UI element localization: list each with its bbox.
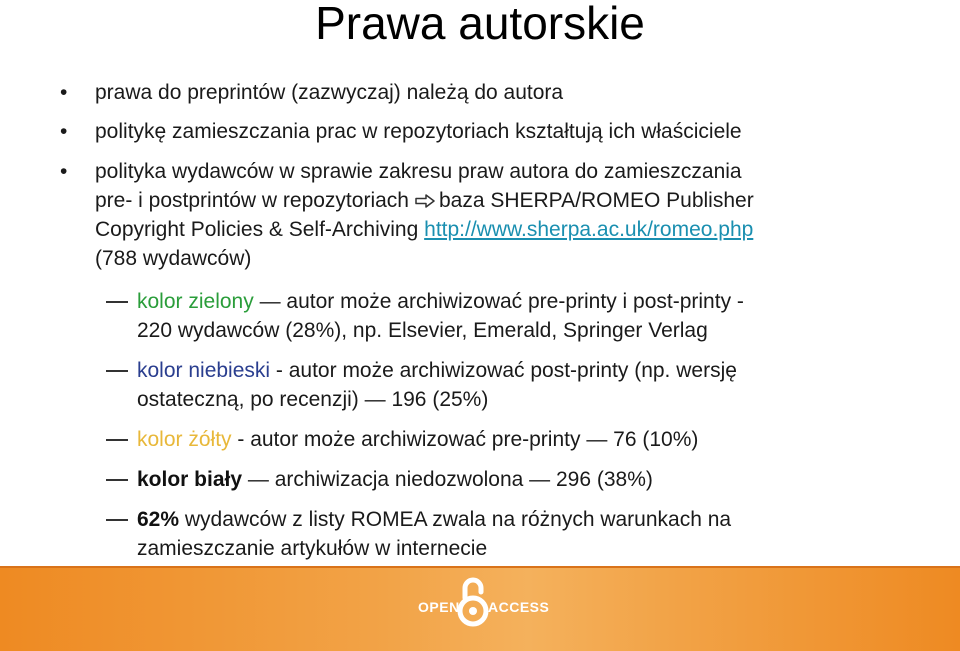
sub-text: 220 wydawców (28%), np. Elsevier, Emerald, Springer Verlag xyxy=(137,319,708,342)
summary-percent: 62% xyxy=(137,508,180,531)
bullet-text: prawa do preprintów (zazwyczaj) należą do autora xyxy=(95,81,564,104)
sub-item-summary xyxy=(137,505,877,563)
bullet-line xyxy=(95,215,895,244)
color-label-blue: kolor niebieski xyxy=(137,359,271,382)
color-label-green: kolor zielony xyxy=(137,290,254,313)
bullet-line-text: pre- i postprintów w repozytoriach xyxy=(95,189,409,212)
sub-text: — archiwizacja niedozwolona — 296 (38%) xyxy=(242,468,653,491)
logo-text-open: OPEN xyxy=(418,599,460,615)
slide-title: Prawa autorskie xyxy=(315,0,645,49)
dash-marker xyxy=(106,479,128,481)
footer-divider xyxy=(0,566,960,568)
sub-text: — autor może archiwizować pre-printy i post-printy - xyxy=(253,290,744,313)
sub-text: zamieszczanie artykułów w internecie xyxy=(137,537,488,560)
bullet-text: politykę zamieszczania prac w repozytoriach kształtują ich właściciele xyxy=(95,120,742,143)
logo-text-access: ACCESS xyxy=(488,599,550,615)
bullet-dot: • xyxy=(60,120,68,143)
sub-item-white xyxy=(137,465,877,494)
dash-marker xyxy=(106,301,128,303)
bullet-dot: • xyxy=(60,160,68,183)
sub-text: wydawców z listy ROMEA zwala na różnych warunkach na xyxy=(179,508,732,531)
color-label-white: kolor biały xyxy=(137,468,243,491)
sub-item-blue xyxy=(137,356,877,414)
bullet-line-text: baza SHERPA/ROMEO Publisher xyxy=(438,189,754,212)
bullet-line xyxy=(95,186,895,215)
sub-text: ostateczną, po recenzji) — 196 (25%) xyxy=(137,388,489,411)
sub-item-green xyxy=(137,287,877,345)
bullet-line: polityka wydawców w sprawie zakresu praw autora do zamieszczania xyxy=(95,160,742,183)
dash-marker xyxy=(106,439,128,441)
bullet-dot: • xyxy=(60,81,68,104)
sub-text: - autor może archiwizować post-printy (np. wersję xyxy=(270,359,737,382)
bullet-item-policy xyxy=(60,157,895,273)
color-label-yellow: kolor żółty xyxy=(137,428,232,451)
bullet-item xyxy=(60,117,895,146)
arrow-right-outline-icon xyxy=(415,194,435,208)
bullet-line-text: Copyright Policies & Self-Archiving xyxy=(95,218,419,241)
sherpa-romeo-link[interactable]: http://www.sherpa.ac.uk/romeo.php xyxy=(424,218,754,241)
open-access-lock-icon xyxy=(456,576,490,628)
dash-marker xyxy=(106,519,128,521)
dash-marker xyxy=(106,370,128,372)
sub-item-yellow xyxy=(137,425,877,454)
bullet-item xyxy=(60,78,895,107)
sub-text: - autor może archiwizować pre-printy — 76 (10%) xyxy=(231,428,699,451)
bullet-line: (788 wydawców) xyxy=(95,247,252,270)
